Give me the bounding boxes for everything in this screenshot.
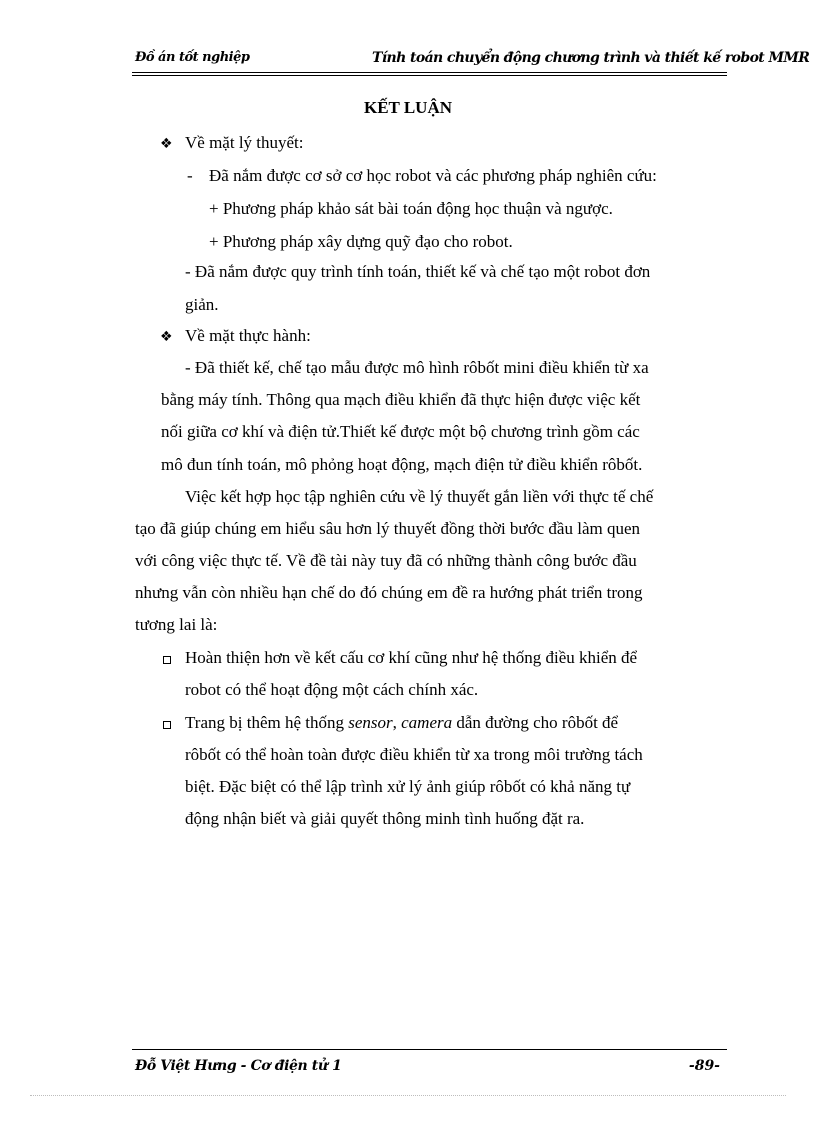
paragraph-line-5: tương lai là: bbox=[135, 615, 218, 634]
theory-sub-2: + Phương pháp xây dựng quỹ đạo cho robot. bbox=[209, 232, 513, 251]
future-item-1-line-1: Hoàn thiện hơn về kết cấu cơ khí cũng như hệ thống điều khiển để bbox=[185, 648, 638, 667]
dash-bullet: - bbox=[187, 166, 193, 185]
diamond-star-icon: ❖ bbox=[160, 136, 173, 152]
theory-item-2-line-1: - Đã nắm được quy trình tính toán, thiết kế và chế tạo một robot đơn bbox=[185, 262, 651, 281]
paragraph-line-1: Việc kết hợp học tập nghiên cứu về lý thuyết gắn liền với thực tế chế bbox=[185, 487, 654, 506]
header-rule bbox=[132, 72, 727, 73]
practice-line-2: bằng máy tính. Thông qua mạch điều khiển đã thực hiện được việc kết bbox=[161, 390, 641, 409]
theory-item-1: Đã nắm được cơ sở cơ học robot và các phương pháp nghiên cứu: bbox=[209, 166, 657, 185]
practice-line-4: mô đun tính toán, mô phỏng hoạt động, mạch điện tử điều khiển rôbốt. bbox=[161, 455, 643, 474]
page-number: -89- bbox=[688, 1058, 720, 1074]
camera-term: camera bbox=[401, 713, 453, 732]
future-item-2-line-4: động nhận biết và giải quyết thông minh tình huống đặt ra. bbox=[185, 809, 585, 828]
theory-heading: Về mặt lý thuyết: bbox=[185, 133, 304, 152]
theory-sub-1: + Phương pháp khảo sát bài toán động học thuận và ngược. bbox=[209, 199, 613, 218]
header-left: Đồ án tốt nghiệp bbox=[135, 50, 250, 65]
practice-heading: Về mặt thực hành: bbox=[185, 326, 311, 345]
hollow-square-icon bbox=[163, 656, 171, 664]
footer-rule bbox=[132, 1049, 727, 1050]
future-item-2-line-3: biệt. Đặc biệt có thể lập trình xử lý ảnh giúp rôbốt có khả năng tự bbox=[185, 777, 631, 796]
practice-line-3: nối giữa cơ khí và điện tử.Thiết kế được một bộ chương trình gồm các bbox=[161, 422, 640, 441]
theory-item-2-line-2: giản. bbox=[185, 295, 219, 314]
header-rule-thin bbox=[132, 75, 727, 76]
footer-author: Đỗ Việt Hưng - Cơ điện tử 1 bbox=[135, 1058, 342, 1074]
future-item-2-line-1: Trang bị thêm hệ thống sensor, camera dẫn đường cho rôbốt để bbox=[185, 713, 619, 732]
header-right: Tính toán chuyển động chương trình và thiết kế robot MMR bbox=[372, 50, 810, 66]
hollow-square-icon bbox=[163, 721, 171, 729]
paragraph-line-2: tạo đã giúp chúng em hiểu sâu hơn lý thuyết đồng thời bước đầu làm quen bbox=[135, 519, 641, 538]
sensor-term: sensor bbox=[348, 713, 393, 732]
page-title: KẾT LUẬN bbox=[363, 98, 452, 117]
page-bottom-dotted-rule bbox=[30, 1095, 786, 1096]
practice-line-1: - Đã thiết kế, chế tạo mẫu được mô hình rôbốt mini điều khiển từ xa bbox=[185, 358, 649, 377]
paragraph-line-3: với công việc thực tế. Về đề tài này tuy đã có những thành công bước đầu bbox=[135, 551, 637, 570]
diamond-star-icon: ❖ bbox=[160, 329, 173, 345]
paragraph-line-4: nhưng vẫn còn nhiều hạn chế do đó chúng em đề ra hướng phát triển trong bbox=[135, 583, 643, 602]
future-item-1-line-2: robot có thể hoạt động một cách chính xác. bbox=[185, 680, 479, 699]
future-item-2-line-2: rôbốt có thể hoàn toàn được điều khiển từ xa trong môi trường tách bbox=[185, 745, 643, 764]
